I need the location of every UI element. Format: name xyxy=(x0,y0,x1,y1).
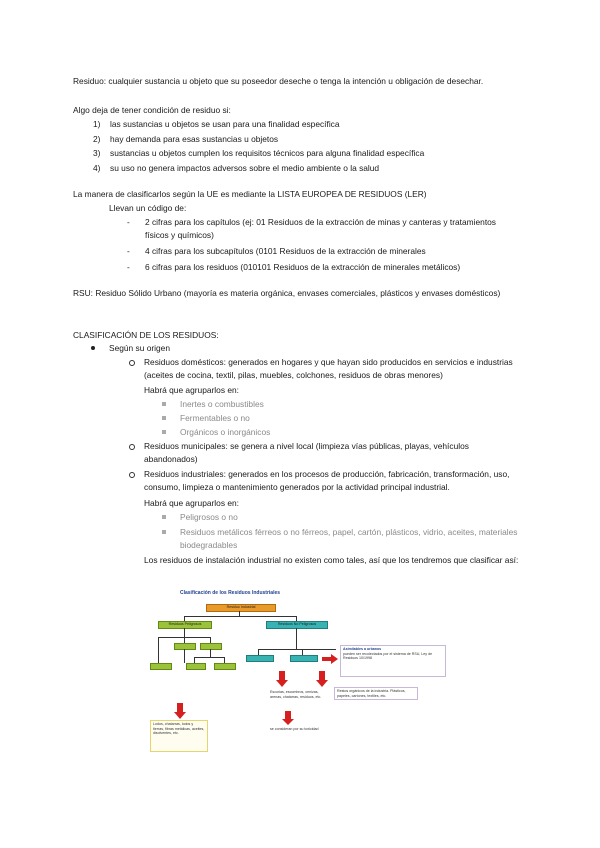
segun-origen: Según su origen xyxy=(109,343,170,353)
ler-list xyxy=(127,216,507,277)
diagram-box-right: Residuos No Peligrosos xyxy=(266,621,328,629)
diagram-box xyxy=(186,663,206,670)
domesticos-agrupar: Habrá que agruparlos en: xyxy=(144,385,239,395)
list-item: 2) hay demanda para esas sustancias u objetos xyxy=(93,133,279,144)
diagram-box xyxy=(246,655,274,662)
note-restos-organicos: Restos orgánicos de la industria. Plásticos, papeles, cartones, textiles, etc. xyxy=(334,687,418,700)
diagram-box xyxy=(150,663,172,670)
square-bullet-icon xyxy=(162,430,166,434)
circle-bullet-icon xyxy=(129,472,135,478)
list-item: - 2 cifras para los capítulos (ej: 01 Residuos de la extracción de minas y canteras y tratamientos físicos y químicos) xyxy=(127,217,496,240)
red-arrow-right-icon xyxy=(322,654,338,664)
circle-bullet-icon xyxy=(129,360,135,366)
square-bullet-icon xyxy=(162,515,166,519)
residuo-definition: Residuo: cualquier sustancia u objeto que su poseedor deseche o tenga la intención u obligación de desechar. xyxy=(73,76,484,86)
connector-line xyxy=(210,649,211,657)
industrial-waste-diagram xyxy=(150,583,446,753)
connector-line xyxy=(184,628,185,637)
circle-bullet-icon xyxy=(129,444,135,450)
note-lodos: Lodos, chatarras, lodos y tierras, fibras metálicas, aceites, disolventes, etc. xyxy=(150,720,208,752)
ler-intro: La manera de clasificarlos según la UE es mediante la LISTA EUROPEA DE RESIDUOS (LER) xyxy=(73,189,427,199)
domesticos-sub-item: Fermentables o no xyxy=(180,413,250,423)
connector-line xyxy=(258,649,336,650)
square-bullet-icon xyxy=(162,402,166,406)
red-arrow-down-icon xyxy=(276,671,288,687)
diagram-box xyxy=(214,663,236,670)
red-arrow-down-icon xyxy=(174,703,186,719)
note-title: Asimilables a urbanos xyxy=(343,647,382,651)
condiciones-list xyxy=(93,118,424,176)
connector-line xyxy=(194,657,224,658)
square-bullet-icon xyxy=(162,416,166,420)
diagram-box xyxy=(290,655,318,662)
industriales-text: Residuos industriales: generados en los procesos de producción, fabricación, transformación, uso, consumo, limpieza o mantenimiento generados por la actividad principal industrial. xyxy=(144,469,510,492)
domesticos-text: Residuos domésticos: generados en hogares y que hayan sido producidos en servicios e industrias (aceites de cocina, textil, pilas, muebles, colchones, residuos de obras menores) xyxy=(144,357,513,380)
connector-line xyxy=(296,628,297,649)
rsu-definition: RSU: Residuo Sólido Urbano (mayoría es materia orgánica, envases comerciales, plásticos y envases domésticos) xyxy=(73,288,501,298)
domesticos-sub-item: Orgánicos o inorgánicos xyxy=(180,427,271,437)
connector-line xyxy=(158,637,159,663)
instalacion-text: Los residuos de instalación industrial no existen como tales, así que los tendremos que clasificar así: xyxy=(144,555,519,565)
industriales-sub-item: Peligrosos o no xyxy=(180,512,238,522)
diagram-box-top: Residuo Industrial xyxy=(206,604,276,612)
note-escorias: Escorias, escombros, cenizas, arenas, chatarras, residuos, etc. xyxy=(270,690,322,699)
diagram-title: Clasificación de los Residuos Industriales xyxy=(180,590,281,596)
diagram-box-left: Residuos Peligrosos xyxy=(158,621,212,629)
connector-line xyxy=(184,649,185,663)
condicion-title: Algo deja de tener condición de residuo si: xyxy=(73,105,231,115)
list-item: 4) su uso no genera impactos adversos sobre el medio ambiente o la salud xyxy=(93,162,380,173)
diagram-box xyxy=(200,643,222,650)
ler-codigo: Llevan un código de: xyxy=(109,203,187,213)
municipales-text: Residuos municipales: se genera a nivel local (limpieza vías públicas, playas, vehículos abandonados) xyxy=(144,441,469,464)
list-item: 3) sustancias u objetos cumplen los requisitos técnicos para alguna finalidad específica xyxy=(93,148,425,158)
list-item: 1) las sustancias u objetos se usan para una finalidad específica xyxy=(93,119,340,129)
industriales-agrupar: Habrá que agruparlos en: xyxy=(144,498,239,508)
note-asimilables xyxy=(340,645,446,677)
connector-line xyxy=(184,616,296,617)
clasificacion-title: CLASIFICACIÓN DE LOS RESIDUOS: xyxy=(73,330,219,340)
note-body: pueden ser recolectados por el sistema de RSU, Ley de Residuos 10/1998 xyxy=(343,651,433,661)
industriales-sub-item: Residuos metálicos férreos o no férreos, papel, cartón, plásticos, vidrio, aceites, materiales biodegradables xyxy=(180,527,518,550)
diagram-box xyxy=(174,643,196,650)
red-arrow-down-icon xyxy=(316,671,328,687)
square-bullet-icon xyxy=(162,530,166,534)
list-item: - 4 cifras para los subcapítulos (0101 Residuos de la extracción de minerales xyxy=(127,246,426,256)
note-toxicidad: se consideran por su toxicidad xyxy=(270,727,319,731)
red-arrow-down-icon xyxy=(282,711,294,725)
domesticos-sub-item: Inertes o combustibles xyxy=(180,399,264,409)
list-item: - 6 cifras para los residuos (010101 Residuos de la extracción de minerales metálicos) xyxy=(127,262,461,272)
bullet-icon xyxy=(91,346,95,350)
